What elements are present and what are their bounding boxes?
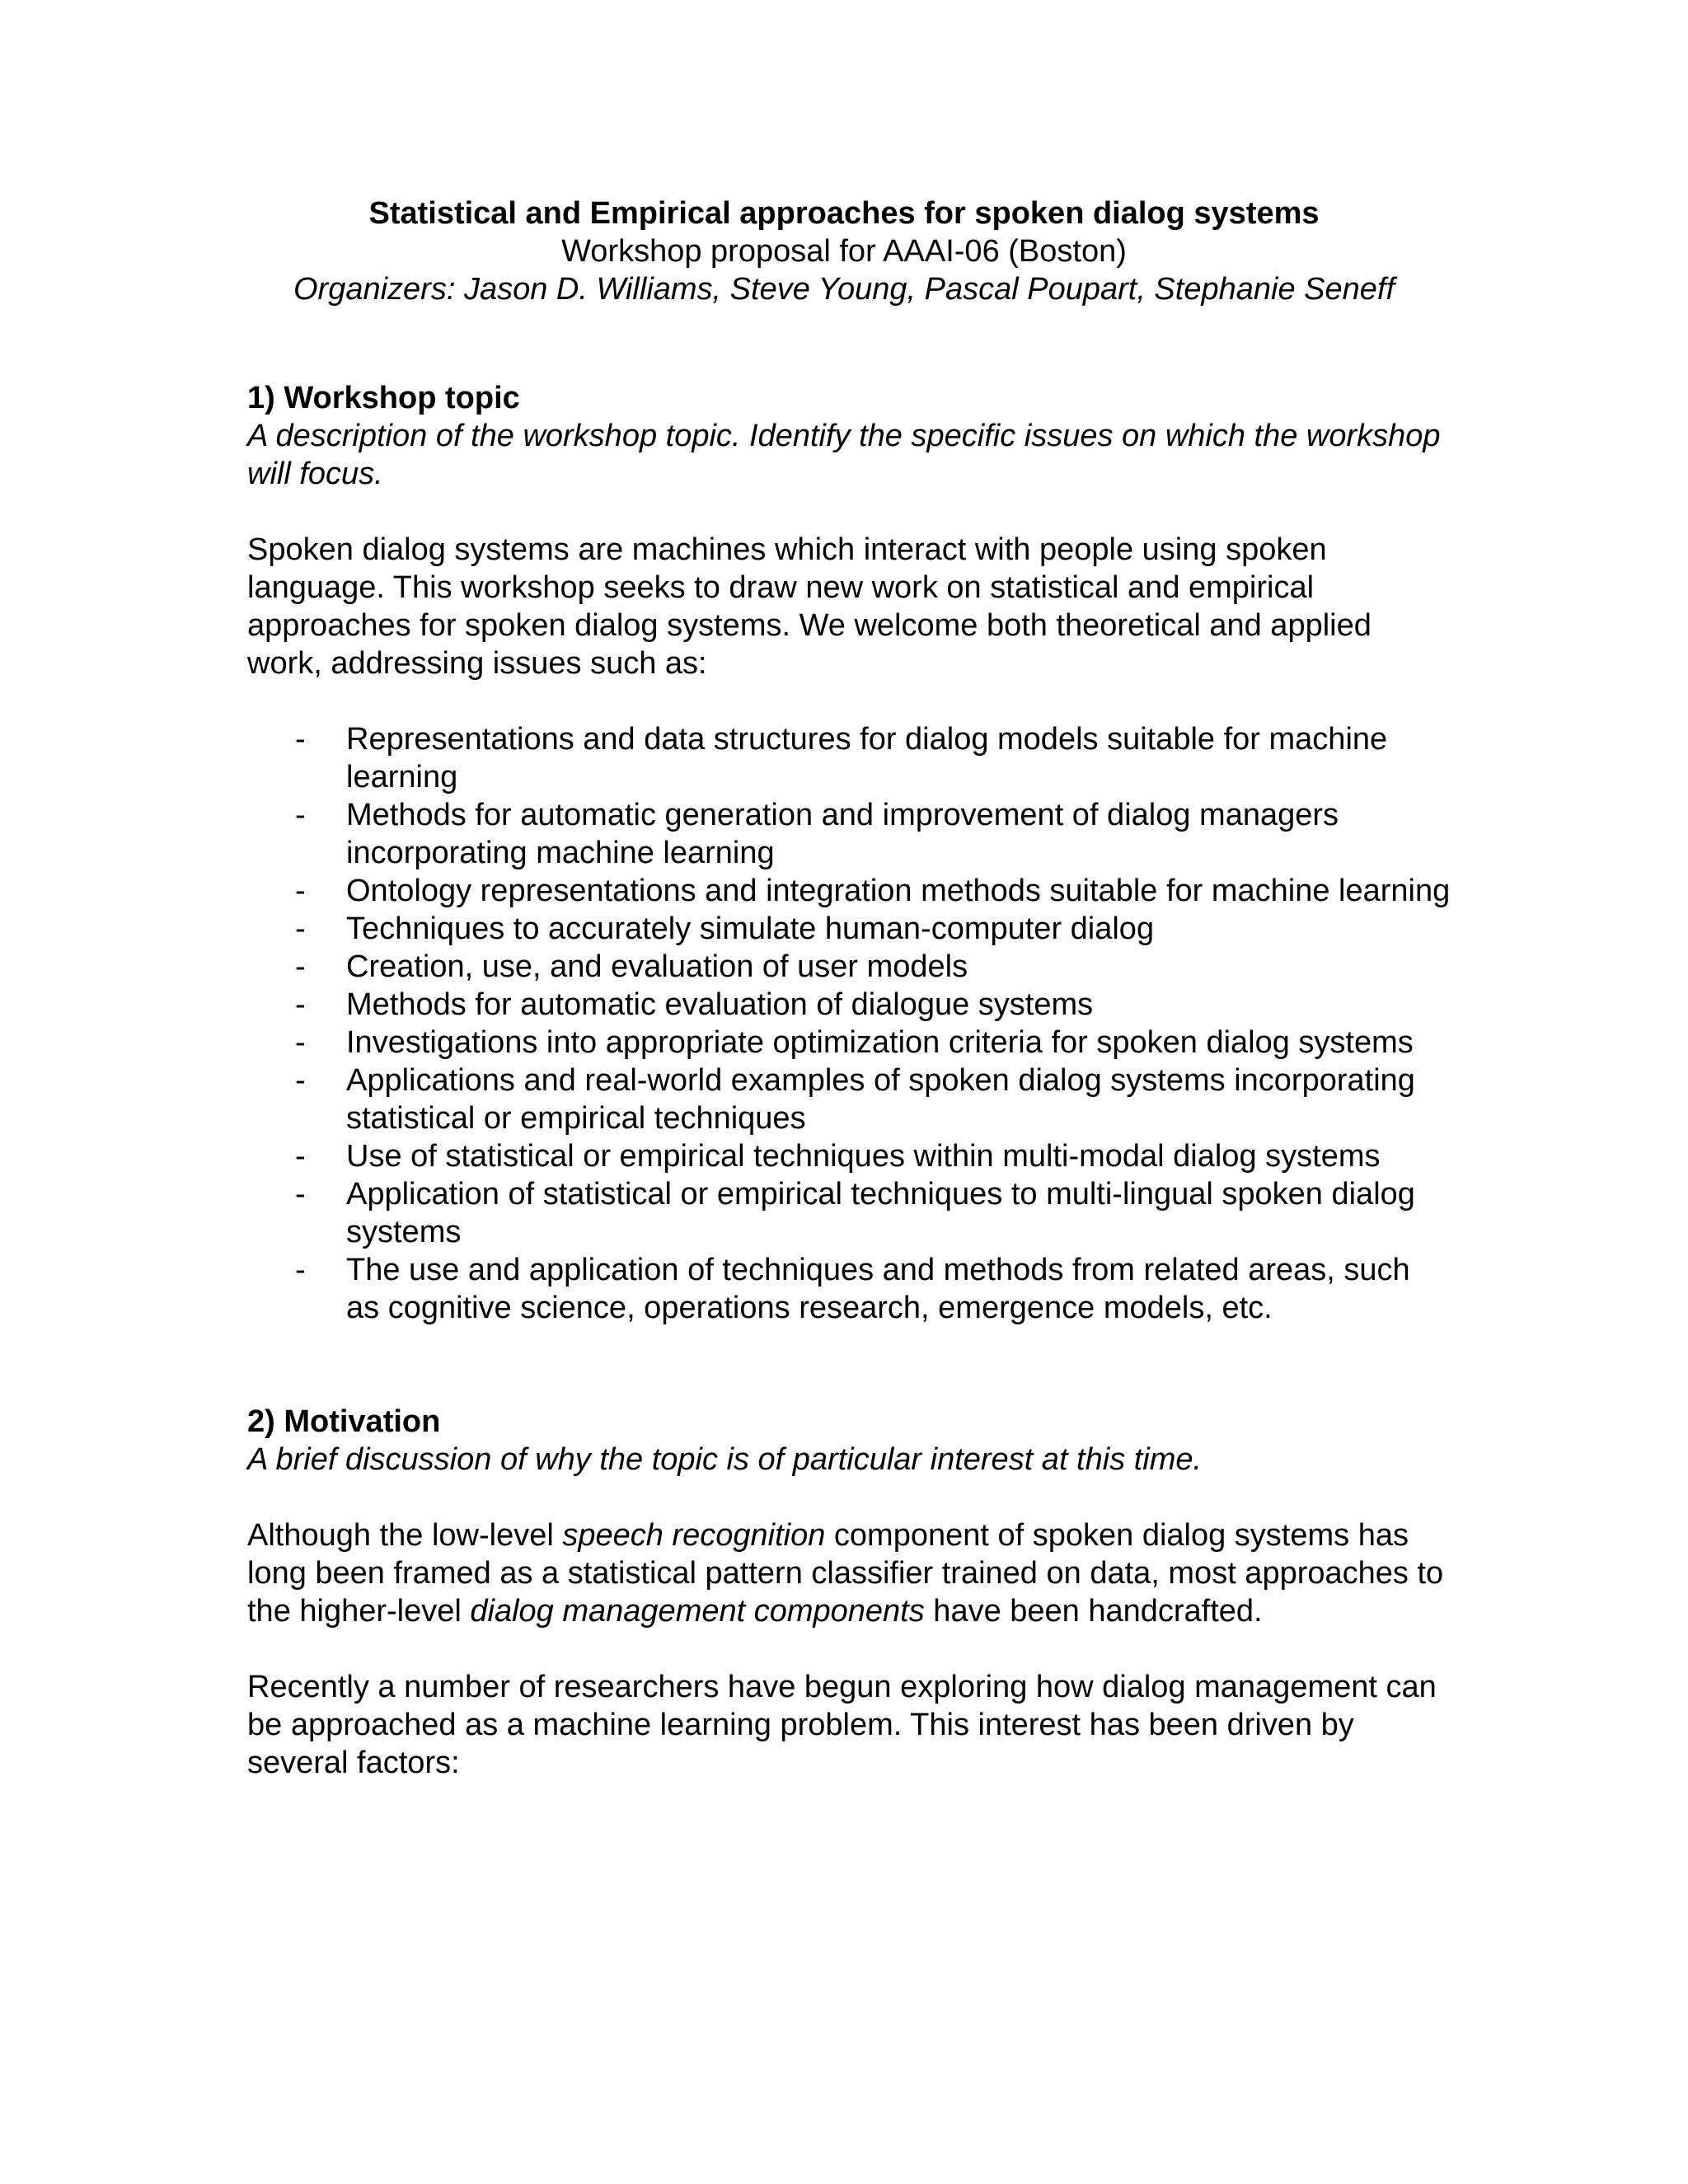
bullet-dash: - — [295, 1025, 306, 1060]
list-item — [247, 1251, 1451, 1327]
list-item-text: Techniques to accurately simulate human-computer dialog — [346, 912, 1155, 946]
list-item — [247, 1137, 1451, 1175]
bullet-dash: - — [295, 1253, 306, 1287]
list-item-text: Methods for automatic generation and improvement of dialog managers incorporating machine learning — [346, 798, 1339, 870]
list-item-text: Methods for automatic evaluation of dialogue systems — [346, 987, 1094, 1022]
section-2-paragraph-2: Recently a number of researchers have begun exploring how dialog management can be approached as a machine learning problem. This interest has been driven by several factors: — [247, 1670, 1437, 1780]
section-2-prompt: A brief discussion of why the topic is of particular interest at this time. — [247, 1442, 1203, 1477]
list-item-text: Use of statistical or empirical techniques within multi-modal dialog systems — [346, 1139, 1381, 1174]
list-item — [247, 1175, 1451, 1251]
organizers-line: Organizers: Jason D. Williams, Steve Young, Pascal Poupart, Stephanie Seneff — [293, 272, 1395, 307]
text-run: component of spoken dialog systems has long been framed as a statistical pattern classifier trained on data, most approaches to the higher-level — [247, 1518, 1444, 1629]
document-header — [0, 194, 1688, 308]
bullet-dash: - — [295, 912, 306, 946]
section-1-heading: 1) Workshop topic — [247, 381, 520, 415]
bullet-dash: - — [295, 1177, 306, 1212]
list-item — [247, 1024, 1451, 1062]
issues-list — [247, 720, 1451, 1327]
list-item-text: Ontology representations and integration methods suitable for machine learning — [346, 874, 1451, 908]
emphasis-dialog-management: dialog management components — [470, 1594, 925, 1629]
bullet-dash: - — [295, 949, 306, 984]
text-run: Although the low-level — [247, 1518, 563, 1553]
list-item — [247, 986, 1451, 1024]
section-2-heading: 2) Motivation — [247, 1404, 441, 1439]
list-item — [247, 948, 1451, 986]
bullet-dash: - — [295, 987, 306, 1022]
bullet-dash: - — [295, 722, 306, 757]
list-item — [247, 1062, 1451, 1137]
list-item — [247, 910, 1451, 948]
list-item-text: Applications and real-world examples of spoken dialog systems incorporating statistical or empirical techniques — [346, 1063, 1415, 1136]
document-body — [247, 379, 1451, 1782]
text-run: have been handcrafted. — [924, 1594, 1263, 1629]
list-item-text: Investigations into appropriate optimization criteria for spoken dialog systems — [346, 1025, 1414, 1060]
list-item — [247, 796, 1451, 872]
list-item — [247, 720, 1451, 796]
emphasis-speech-recognition: speech recognition — [562, 1518, 826, 1553]
list-item-text: The use and application of techniques and methods from related areas, such as cognitive science, operations research, emergence models, etc. — [346, 1253, 1410, 1325]
document-title: Statistical and Empirical approaches for spoken dialog systems — [368, 196, 1320, 231]
list-item-text: Creation, use, and evaluation of user models — [346, 949, 968, 984]
bullet-dash: - — [295, 1139, 306, 1174]
bullet-dash: - — [295, 798, 306, 832]
section-1-prompt: A description of the workshop topic. Identify the specific issues on which the workshop will focus. — [247, 419, 1441, 491]
list-item — [247, 872, 1451, 910]
document-subtitle: Workshop proposal for AAAI-06 (Boston) — [561, 234, 1127, 269]
section-2-paragraph-1 — [247, 1516, 1451, 1630]
section-1-paragraph: Spoken dialog systems are machines which interact with people using spoken language. This workshop seeks to draw new work on statistical and empirical approaches for spoken dialog systems. We welcome both theoretical and applied work, addressing issues such as: — [247, 532, 1372, 681]
list-item-text: Representations and data structures for dialog models suitable for machine learning — [346, 722, 1388, 794]
list-item-text: Application of statistical or empirical techniques to multi-lingual spoken dialog systems — [346, 1177, 1415, 1249]
bullet-dash: - — [295, 1063, 306, 1098]
bullet-dash: - — [295, 874, 306, 908]
